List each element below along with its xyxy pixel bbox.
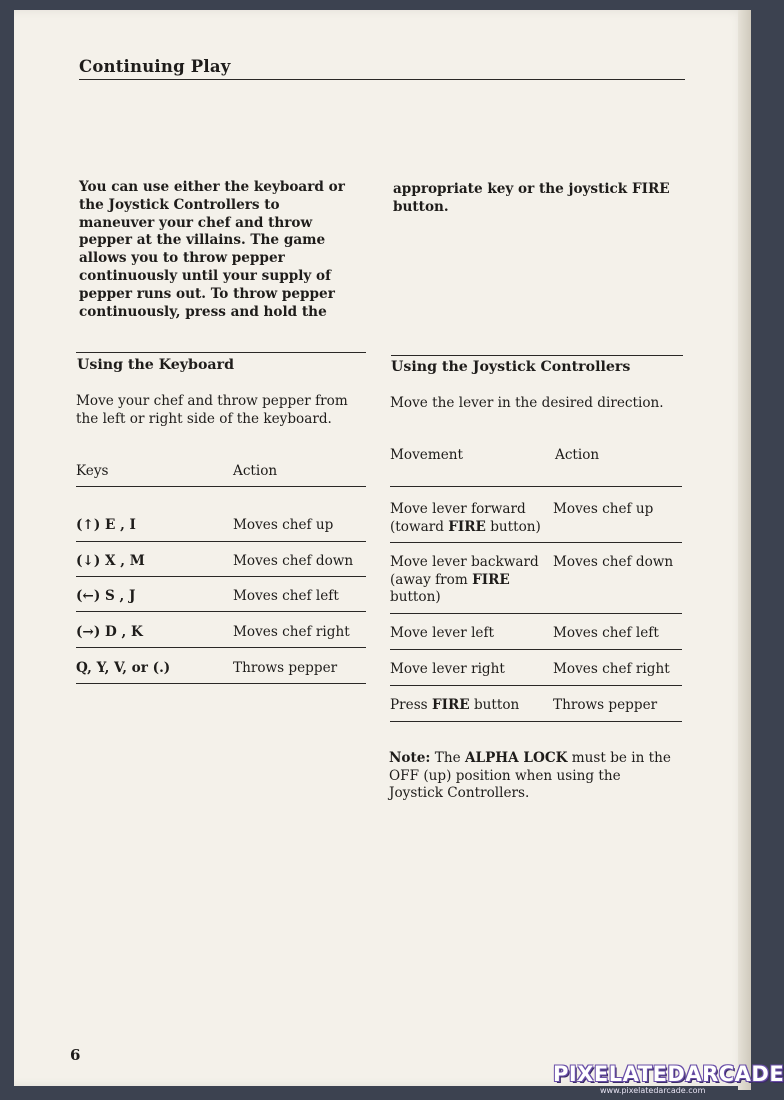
intro-left-line: the Joystick Controllers to: [79, 196, 280, 213]
joystick-action-column-header: Action: [555, 447, 600, 463]
page-number: 6: [70, 1046, 81, 1064]
key-right: (→) D , K: [76, 624, 143, 640]
joystick-action-down: Moves chef down: [553, 554, 674, 570]
action-up: Moves chef up: [233, 517, 334, 533]
watermark-url: www.pixelatedarcade.com: [600, 1086, 706, 1095]
movement-backward: [390, 554, 539, 607]
joystick-action-right: Moves chef right: [553, 661, 670, 677]
key-left: (←) S , J: [76, 588, 136, 604]
movement-line: (away from FIRE: [390, 571, 510, 588]
key-up: (↑) E , I: [76, 517, 136, 533]
intro-left-line: continuously, press and hold the: [79, 303, 327, 320]
watermark-logo: PIXELATEDARCADE: [553, 1062, 784, 1086]
action-right: Moves chef right: [233, 624, 350, 640]
note-line: The ALPHA LOCK must be in the: [434, 750, 671, 766]
keyboard-row-rule: [76, 541, 366, 542]
intro-left-line: continuously until your supply of: [79, 267, 331, 284]
intro-left-line: allows you to throw pepper: [79, 250, 285, 267]
keyboard-description: [76, 393, 376, 428]
key-pepper: Q, Y, V, or (.): [76, 660, 171, 676]
intro-left-line: You can use either the keyboard or: [79, 179, 345, 195]
keyboard-row-rule: [76, 576, 366, 577]
joystick-action-up: Moves chef up: [553, 501, 654, 517]
joystick-header-rule: [390, 486, 682, 487]
intro-left: [79, 179, 379, 321]
joystick-heading-rule: [391, 355, 683, 356]
movement-left: Move lever left: [390, 625, 494, 641]
note-line: Joystick Controllers.: [389, 785, 530, 801]
movement-line: Move lever forward: [390, 501, 526, 517]
keyboard-header-rule: [76, 486, 366, 487]
joystick-row-rule: [390, 542, 682, 543]
page-spine: [738, 10, 751, 1090]
joystick-description: Move the lever in the desired direction.: [390, 395, 664, 411]
joystick-row-rule: [390, 613, 682, 614]
joystick-row-rule: [390, 649, 682, 650]
intro-left-line: pepper at the villains. The game: [79, 232, 326, 249]
section-title: Continuing Play: [79, 57, 231, 76]
keyboard-row-rule: [76, 611, 366, 612]
keyboard-row-rule: [76, 683, 366, 684]
joystick-row-rule: [390, 721, 682, 722]
joystick-action-left: Moves chef left: [553, 625, 659, 641]
intro-left-line: pepper runs out. To throw pepper: [79, 285, 335, 302]
joystick-action-pepper: Throws pepper: [553, 697, 658, 713]
movement-right: Move lever right: [390, 661, 505, 677]
joystick-row-rule: [390, 685, 682, 686]
alpha-lock-note: [389, 750, 694, 803]
note-label: Note:: [389, 750, 431, 766]
key-down: (↓) X , M: [76, 553, 145, 569]
intro-right: [393, 181, 693, 217]
movement-line: button): [390, 589, 441, 605]
movement-line: Move lever backward: [390, 554, 539, 570]
keyboard-description-line: Move your chef and throw pepper from: [76, 393, 348, 409]
movement-line: (toward FIRE button): [390, 518, 541, 535]
movement-forward: [390, 501, 541, 536]
note-line: OFF (up) position when using the: [389, 767, 621, 784]
action-left: Moves chef left: [233, 588, 339, 604]
keys-column-header: Keys: [76, 463, 109, 479]
action-down: Moves chef down: [233, 553, 354, 569]
manual-page: [14, 10, 746, 1086]
keyboard-heading-rule: [76, 352, 366, 353]
title-rule: [79, 79, 685, 80]
intro-right-line: appropriate key or the joystick FIRE: [393, 181, 670, 197]
action-pepper: Throws pepper: [233, 660, 338, 676]
keyboard-row-rule: [76, 647, 366, 648]
movement-column-header: Movement: [390, 447, 463, 463]
intro-left-line: maneuver your chef and throw: [79, 214, 313, 231]
movement-fire: Press FIRE button: [390, 697, 520, 713]
keyboard-action-column-header: Action: [233, 463, 278, 479]
keyboard-description-line: the left or right side of the keyboard.: [76, 410, 332, 427]
intro-right-line: button.: [393, 198, 449, 215]
joystick-heading: Using the Joystick Controllers: [391, 359, 631, 375]
keyboard-heading: Using the Keyboard: [77, 357, 235, 373]
